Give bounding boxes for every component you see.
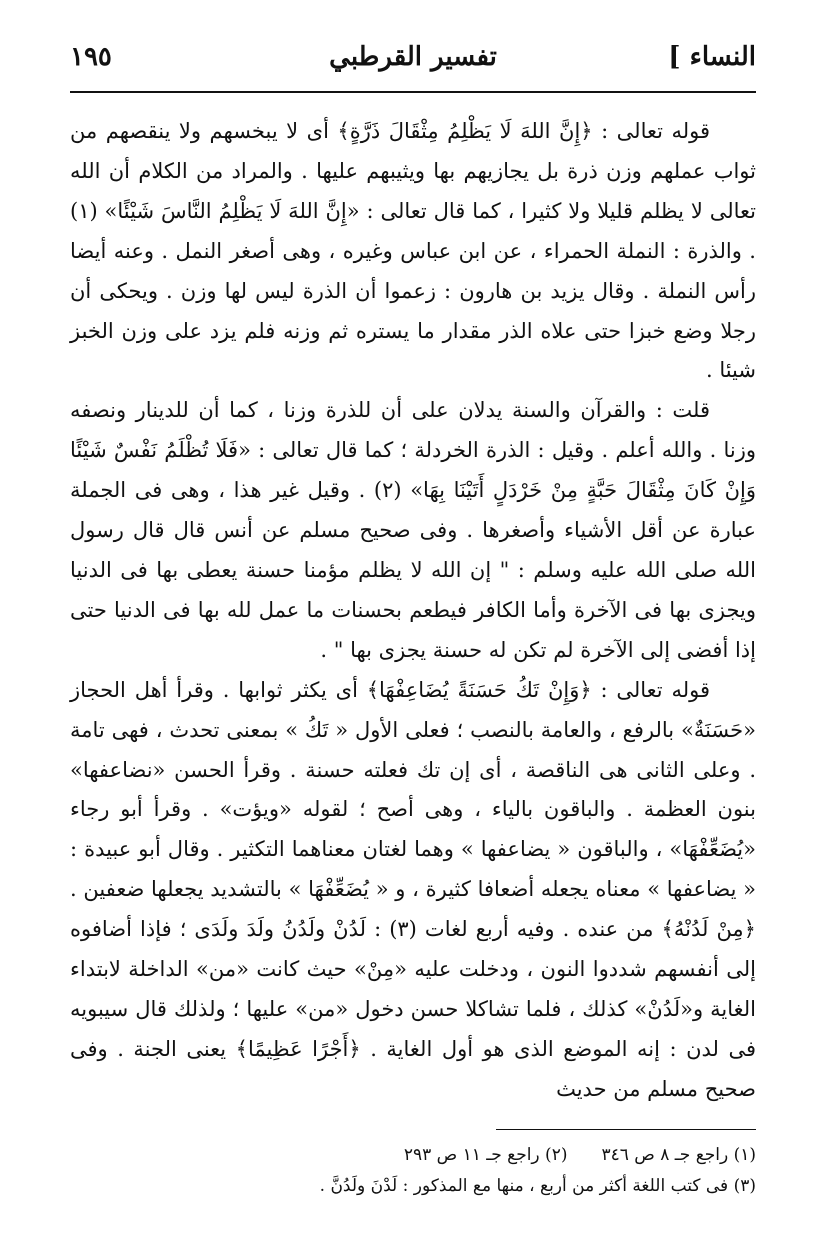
paragraph: قلت : والقرآن والسنة يدلان على أن للذرة وزنا ، كما أن للدينار ونصفه وزنا . والله أعلم . وقيل : الذرة الخردلة ؛ كما قال تعالى : «فَلَا تُظْلَمُ نَفْسٌ شَيْئًا وَإِنْ كَانَ مِثْقَالَ حَبَّةٍ مِنْ خَرْدَلٍ أَتَيْنَا بِهَا» (٢) . وقيل غير هذا ، وهى فى الجملة عبارة عن أقل الأشياء وأصغرها . وفى صحيح مسلم عن أنس قال قال رسول الله صلى الله عليه وسلم : " إن الله لا يظلم مؤمنا حسنة يعطى بها فى الدنيا ويجزى بها فى الآخرة وأما الكافر فيطعم بحسنات ما عمل لله بها فى الدنيا حتى إذا أفضى إلى الآخرة لم تكن له حسنة يجزى بها " .	[70, 398, 756, 662]
footnote: (٣) فى كتب اللغة أكثر من أربع ، منها مع المذكور : لَدْنَ ولَدُنَّ .	[319, 1176, 756, 1196]
footnote: (١) راجع جـ ٨ ص ٣٤٦	[601, 1145, 756, 1165]
footnotes	[70, 1140, 756, 1202]
paragraph: قوله تعالى : ﴿إِنَّ اللهَ لَا يَظْلِمُ مِثْقَالَ ذَرَّةٍ﴾ أى لا يبخسهم ولا ينقصهم من ثواب عملهم وزن ذرة بل يجازيهم بها ويثيبهم عليها . والمراد من الكلام أن الله تعالى لا يظلم قليلا ولا كثيرا ، كما قال تعالى : «إِنَّ اللهَ لَا يَظْلِمُ النَّاسَ شَيْئًا» (١) . والذرة : النملة الحمراء ، عن ابن عباس وغيره ، وهى أصغر النمل . وعنه أيضا رأس النملة . وقال يزيد بن هارون : زعموا أن الذرة ليس لها وزن . ويحكى أن رجلا وضع خبزا حتى علاه الذر مقدار ما يستره ثم وزنه فلم يزد على وزن الخبز شيئا .	[70, 119, 756, 383]
book-title: تفسير القرطبي	[329, 42, 497, 72]
footnote-rule	[496, 1129, 756, 1130]
section-name: النساء ]	[668, 42, 756, 72]
main-text	[70, 112, 756, 1110]
footnote: (٢) راجع جـ ١١ ص ٢٩٣	[403, 1145, 568, 1165]
running-header	[70, 38, 756, 86]
page-number: ١٩٥	[70, 42, 112, 72]
header-rule	[70, 91, 756, 93]
paragraph: قوله تعالى : ﴿وَإِنْ تَكُ حَسَنَةً يُضَاعِفْهَا﴾ أى يكثر ثوابها . وقرأ أهل الحجاز «حَسَنَةٌ» بالرفع ، والعامة بالنصب ؛ فعلى الأول « تَكُ » بمعنى تحدث ، فهى تامة . وعلى الثانى هى الناقصة ، أى إن تك فعلته حسنة . وقرأ الحسن «نضاعفها» بنون العظمة . والباقون بالياء ، وهى أصح ؛ لقوله «ويؤت» . وقرأ أبو رجاء «يُضَعِّفْهَا» ، والباقون « يضاعفها » وهما لغتان معناهما التكثير . وقال أبو عبيدة : « يضاعفها » معناه يجعله أضعافا كثيرة ، و « يُضَعِّفْهَا » بالتشديد يجعلها ضعفين . ﴿مِنْ لَدُنْهُ﴾ من عنده . وفيه أربع لغات (٣) : لَدُنْ ولَدُنُ ولَدَ ولَدَى ؛ فإذا أضافوه إلى أنفسهم شددوا النون ، ودخلت عليه «مِنْ» حيث كانت «من» الداخلة لابتداء الغاية و«لَدُنْ» كذلك ، فلما تشاكلا حسن دخول «من» عليها ؛ ولذلك قال سيبويه فى لدن : إنه الموضع الذى هو أول الغاية . ﴿أَجْرًا عَظِيمًا﴾ يعنى الجنة . وفى صحيح مسلم من حديث	[70, 677, 756, 1101]
